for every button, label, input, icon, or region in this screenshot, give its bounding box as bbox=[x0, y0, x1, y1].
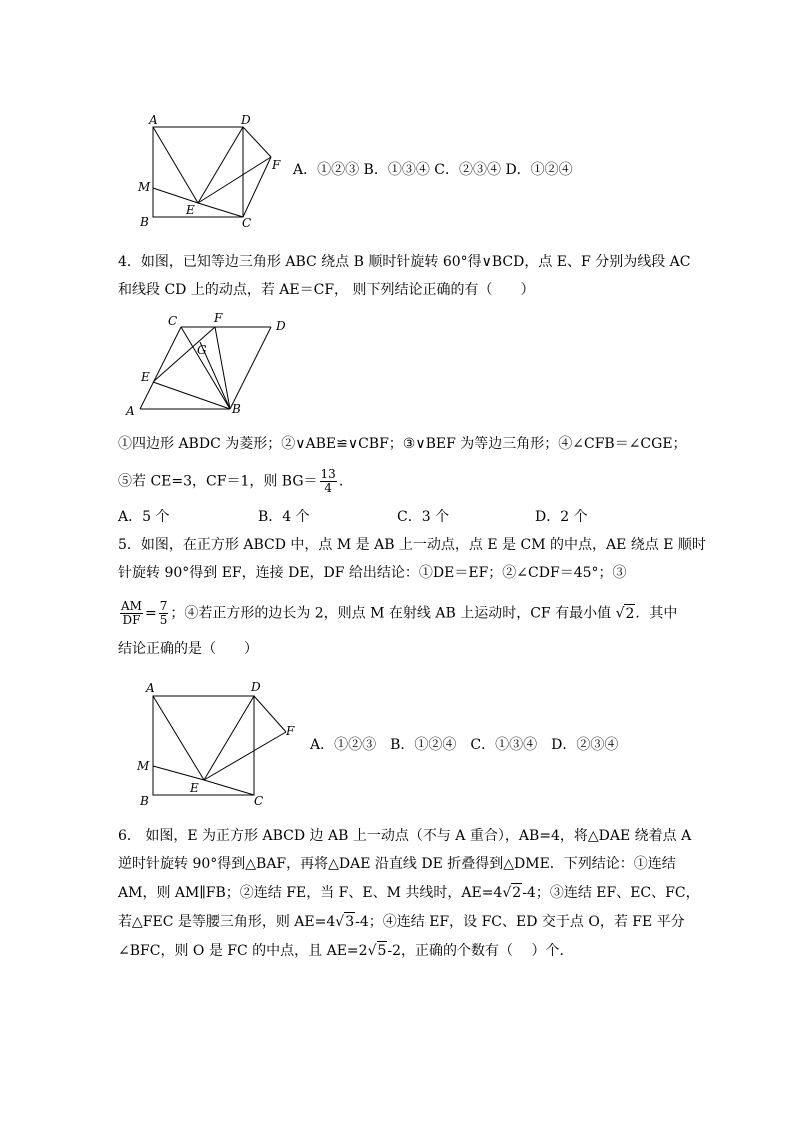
q5-label-D: D bbox=[251, 680, 261, 694]
q3-label-C: C bbox=[242, 216, 252, 230]
q5-label-B: B bbox=[140, 794, 149, 808]
q6-line3-a: AM，则 AM∥FB；②连结 FE，当 F、E、M 共线时，AE=4 bbox=[118, 885, 503, 901]
q4-label-B: B bbox=[232, 402, 241, 416]
q3-figure bbox=[130, 110, 290, 235]
q5-fraction-7-5 bbox=[159, 600, 169, 627]
q4-fraction-num: 13 bbox=[320, 467, 336, 481]
q3-label-D: D bbox=[241, 113, 251, 127]
q4-conclusion5-end: . bbox=[338, 473, 344, 490]
q5-frac2-num: 7 bbox=[159, 599, 168, 613]
q6-line5-a: ∠BFC，则 O 是 FC 的中点，且 AE=2 bbox=[118, 943, 368, 959]
q5-label-C: C bbox=[254, 794, 264, 808]
q4-conclusion-line2 bbox=[118, 468, 343, 495]
q3-geometry-diagram bbox=[130, 110, 290, 235]
q4-label-E: E bbox=[141, 370, 150, 384]
q5-label-F: F bbox=[286, 724, 295, 738]
q4-figure bbox=[118, 310, 298, 422]
q3-label-A: A bbox=[149, 113, 158, 127]
q4-geometry-diagram bbox=[118, 310, 298, 422]
q6-line4-b: -4；④连结 EF，设 FC、ED 交于点 O，若 FE 平分 bbox=[355, 914, 685, 930]
q6-line4: 若△FEC 是等腰三角形，则 AE=4√3-4；④连结 EF，设 FC、ED 交于点 O，若 FE 平分 bbox=[118, 914, 685, 930]
q4-stem-line2: 和线段 CD 上的动点，若 AE＝CF， 则下列结论正确的有（ ） bbox=[118, 282, 535, 298]
q5-label-E: E bbox=[190, 781, 199, 795]
q4-conclusion5-text: ⑤若 CE=3，CF＝1，则 BG＝ bbox=[118, 473, 318, 490]
q6-line3: AM，则 AM∥FB；②连结 FE，当 F、E、M 共线时，AE=4√2-4；③连结 EF、EC、FC， bbox=[118, 885, 700, 901]
q3-label-F: F bbox=[272, 158, 281, 172]
q4-fraction bbox=[320, 468, 337, 495]
q5-stem-line2: 针旋转 90°得到 EF，连接 DE，DF 给出结论：①DE＝EF；②∠CDF＝45°；③ bbox=[118, 565, 627, 581]
q6-line5: ∠BFC，则 O 是 FC 的中点，且 AE=2√5-2，正确的个数有（ ）个． bbox=[118, 943, 574, 959]
q4-label-G: G bbox=[197, 343, 207, 357]
q5-frac-den: DF bbox=[122, 613, 141, 627]
q4-fraction-den: 4 bbox=[324, 481, 332, 495]
q3-label-M: M bbox=[138, 180, 151, 194]
q5-figure bbox=[130, 676, 310, 811]
q5-stem-line3: $\frac{AM}{DF}$ = $\frac{7}{5}$ ；④若正方形的边长为 2，则点 M 在射线 AB 上运动时，CF 有最小值 √2．其中 bbox=[121, 599, 678, 627]
q3-label-B: B bbox=[140, 215, 149, 229]
q6-sqrt2: 2 bbox=[512, 885, 522, 901]
q5-label-M: M bbox=[137, 759, 150, 773]
q5-frac-num: AM bbox=[121, 599, 142, 613]
q6-line2: 逆时针旋转 90°得到△BAF，再将△DAE 沿直线 DE 折叠得到△DME．下列结论：①连结 bbox=[118, 856, 676, 872]
q5-options: A．①②③ B．①②④ C．①③④ D．②③④ bbox=[310, 737, 619, 753]
q4-stem-line1: 4．如图，已知等边三角形 ABC 绕点 B 顺时针旋转 60°得∨BCD，点 E、F 分别为线段 AC bbox=[118, 254, 691, 270]
q4-option-a: A．5 个 bbox=[118, 509, 170, 525]
q6-line1: 6． 如图，E 为正方形 ABCD 边 AB 上一动点（不与 A 重合），AB=4，将△DAE 绕着点 A bbox=[118, 828, 692, 844]
q5-frac2-den: 5 bbox=[159, 613, 168, 627]
q4-label-C: C bbox=[168, 314, 178, 328]
q4-label-A: A bbox=[126, 404, 135, 418]
q3-label-E: E bbox=[186, 203, 195, 217]
q5-stem-end: ．其中 bbox=[635, 605, 678, 622]
q4-option-b: B．4 个 bbox=[258, 509, 310, 525]
q6-line4-a: 若△FEC 是等腰三角形，则 AE=4 bbox=[118, 914, 336, 930]
q6-sqrt5: 5 bbox=[377, 943, 387, 959]
q5-stem-mid: ；④若正方形的边长为 2，则点 M 在射线 AB 上运动时，CF 有最小值 bbox=[170, 605, 612, 622]
q4-conclusion-line1: ①四边形 ABDC 为菱形；②∨ABE≌∨CBF；③∨BEF 为等边三角形；④∠CFB＝∠CGE； bbox=[118, 436, 687, 452]
q4-option-d: D．2 个 bbox=[535, 509, 588, 525]
q5-sqrt: 2 bbox=[625, 605, 635, 622]
q5-fraction-am-df bbox=[120, 600, 143, 627]
q5-label-A: A bbox=[146, 681, 155, 695]
q5-stem-line4: 结论正确的是（ ） bbox=[118, 641, 258, 657]
q4-label-D: D bbox=[276, 319, 286, 333]
q3-options: A．①②③ B．①③④ C．②③④ D．①②④ bbox=[293, 162, 573, 178]
q5-stem-line1: 5．如图，在正方形 ABCD 中，点 M 是 AB 上一动点，点 E 是 CM 的中点，AE 绕点 E 顺时 bbox=[118, 537, 706, 553]
q4-label-F: F bbox=[214, 311, 223, 325]
q6-line3-b: -4；③连结 EF、EC、FC， bbox=[522, 885, 700, 901]
q5-geometry-diagram bbox=[130, 676, 310, 811]
q4-option-c: C．3 个 bbox=[397, 509, 450, 525]
q6-sqrt3: 3 bbox=[345, 914, 355, 930]
q6-line5-b: -2，正确的个数有（ ）个． bbox=[387, 943, 574, 959]
